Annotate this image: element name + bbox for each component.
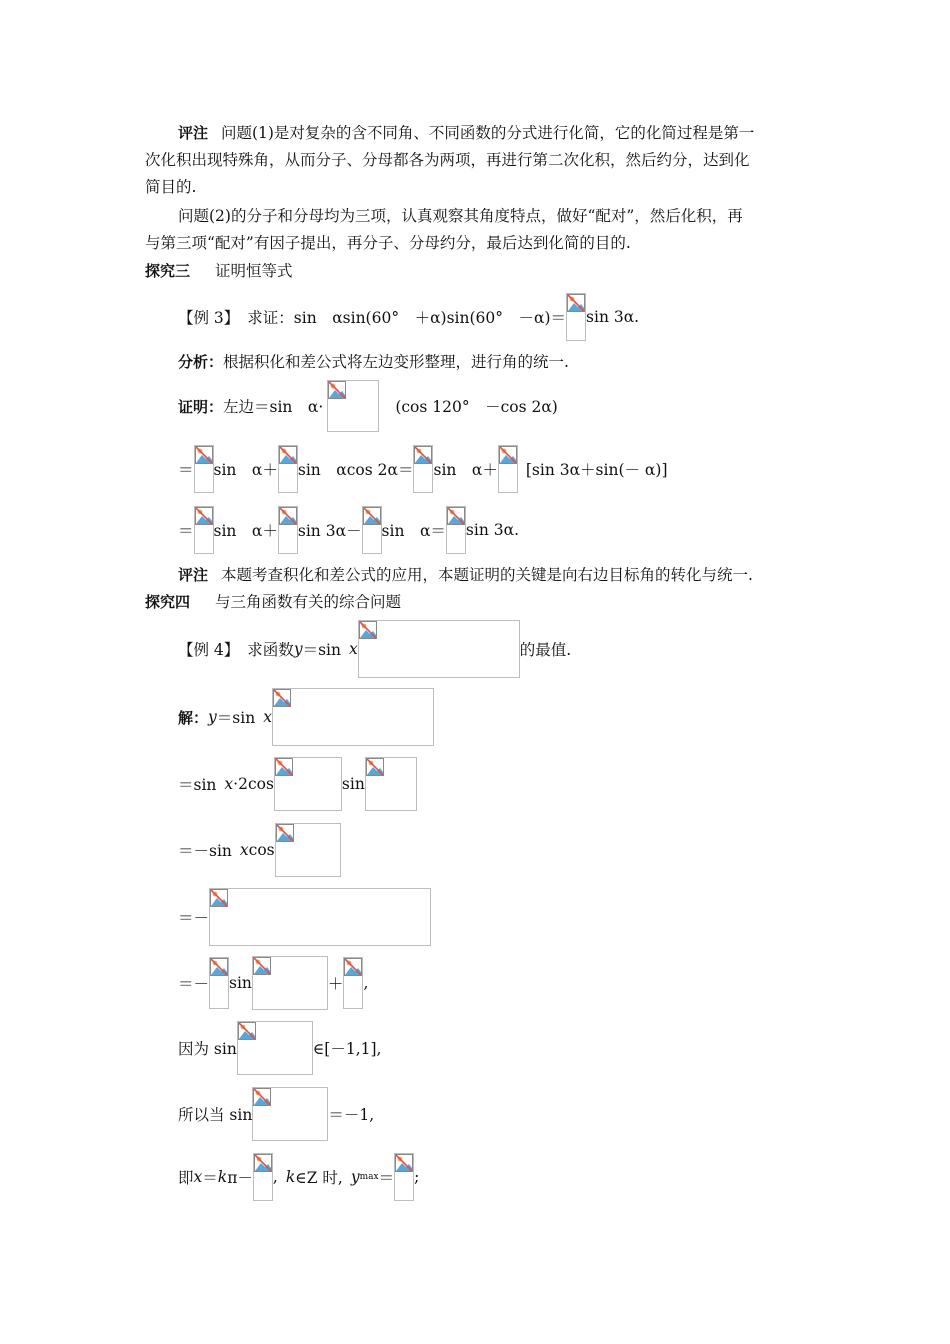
solution-s8d: , <box>272 1168 278 1186</box>
solution-s8b: ＝ <box>202 1169 218 1187</box>
formula-image <box>237 1021 313 1075</box>
formula-image <box>194 445 214 493</box>
solution-s5c: ＋ <box>327 975 344 993</box>
proof-label: 证明： <box>178 397 224 416</box>
formula-image <box>362 506 382 554</box>
section3-title: 证明恒等式 <box>214 262 293 280</box>
broken-image-icon <box>254 1154 272 1172</box>
broken-image-icon <box>210 889 228 907</box>
solution-s5d: , <box>363 974 369 992</box>
proof-l3a: sin α＋ <box>213 522 278 540</box>
proof-l3-eq: ＝ <box>178 522 194 540</box>
analysis-text: 根据积化和差公式将左边变形整理，进行角的统一. <box>223 353 569 371</box>
solution-line2 <box>178 757 417 811</box>
broken-image-icon <box>447 507 465 525</box>
solution-s8f: ＝ <box>378 1169 395 1187</box>
broken-image-icon <box>363 507 381 525</box>
remark2-line2: 与第三项“配对”有因子提出，再分子、分母约分，最后达到化简的目的. <box>145 234 631 252</box>
remark2-line1: 问题(2)的分子和分母均为三项，认真观察其角度特点，做好“配对”，然后化积，再 <box>178 207 743 225</box>
solution-s5a: ＝－ <box>178 975 210 993</box>
solution-line5 <box>178 956 368 1010</box>
broken-image-icon <box>366 758 384 776</box>
remark3-label: 评注 <box>178 566 209 584</box>
formula-image <box>209 957 229 1009</box>
section3-label: 探究三 <box>145 262 191 280</box>
solution-s6a: 因为 sin <box>178 1040 237 1058</box>
proof-l2d: [sin 3α＋sin(－ α)] <box>525 461 668 479</box>
analysis-label: 分析： <box>178 352 224 371</box>
solution-s1: ＝sin <box>216 709 256 727</box>
proof-l3d: sin 3α. <box>465 521 519 539</box>
broken-image-icon <box>328 381 346 399</box>
formula-image <box>327 380 379 432</box>
example4-text-c: 的最值. <box>519 641 572 659</box>
formula-image <box>566 293 586 341</box>
section4-label: 探究四 <box>145 593 191 611</box>
solution-x: x <box>263 708 272 726</box>
broken-image-icon <box>253 1088 271 1106</box>
remark3 <box>178 562 753 588</box>
solution-s6b: ∈[－1,1], <box>312 1040 382 1058</box>
solution-line6 <box>178 1021 381 1075</box>
example4-y: y <box>293 640 303 658</box>
solution-s5b: sin <box>229 974 252 992</box>
broken-image-icon <box>359 621 377 639</box>
solution-s2c: sin <box>341 775 365 793</box>
formula-image <box>498 445 518 493</box>
broken-image-icon <box>414 446 432 464</box>
example4-text-b: ＝sin <box>302 641 341 659</box>
solution-line7 <box>178 1087 374 1141</box>
broken-image-icon <box>344 958 362 976</box>
broken-image-icon <box>195 507 213 525</box>
solution-line1 <box>178 688 434 746</box>
remark1-label: 评注 <box>178 124 209 142</box>
formula-image <box>252 1087 328 1141</box>
solution-s2b: ·2cos <box>233 775 274 793</box>
example4-x: x <box>348 640 358 658</box>
broken-image-icon <box>273 689 291 707</box>
solution-s7a: 所以当 sin <box>178 1106 253 1124</box>
solution-s8g: ; <box>414 1168 420 1186</box>
proof-line1 <box>178 380 558 432</box>
solution-s8sub: max <box>359 1172 379 1182</box>
proof-l2c: sin α＋ <box>433 461 498 479</box>
section4-title: 与三角函数有关的综合问题 <box>214 593 401 611</box>
proof-l2a: sin α＋ <box>213 461 278 479</box>
solution-s7b: ＝－1, <box>328 1106 375 1124</box>
broken-image-icon <box>279 446 297 464</box>
solution-s8y: y <box>350 1168 360 1186</box>
remark3-text: 本题考查积化和差公式的应用，本题证明的关键是向右边目标角的转化与统一. <box>220 566 753 584</box>
solution-y: y <box>208 708 217 726</box>
example3-text-b: sin 3α. <box>586 308 640 326</box>
proof-line2 <box>178 444 668 494</box>
solution-s8x: x <box>193 1168 203 1186</box>
broken-image-icon <box>195 446 213 464</box>
solution-s8k: k <box>217 1168 228 1186</box>
formula-image <box>209 888 431 946</box>
example4-text-a: 求函数 <box>247 641 294 659</box>
section4-heading <box>145 589 401 615</box>
remark1-line3: 简目的. <box>145 178 197 196</box>
formula-image <box>275 823 341 877</box>
broken-image-icon <box>499 446 517 464</box>
broken-image-icon <box>210 958 228 976</box>
analysis <box>178 348 569 374</box>
solution-line8 <box>178 1152 419 1202</box>
formula-image <box>274 757 342 811</box>
broken-image-icon <box>567 294 585 312</box>
formula-image <box>394 1153 414 1201</box>
solution-label: 解： <box>178 708 209 727</box>
solution-x2: x <box>224 775 234 793</box>
section3-heading <box>145 258 292 284</box>
proof-line3 <box>178 505 519 555</box>
solution-line4 <box>178 888 431 946</box>
example3 <box>178 292 639 342</box>
proof-l1a: 左边＝sin α· <box>223 398 324 416</box>
solution-s8k2: k <box>285 1168 296 1186</box>
solution-s2a: ＝sin <box>178 776 217 794</box>
solution-s3b: cos <box>248 841 275 859</box>
broken-image-icon <box>276 824 294 842</box>
formula-image <box>343 957 363 1009</box>
solution-s4: ＝－ <box>178 909 210 927</box>
solution-x3: x <box>239 841 249 859</box>
formula-image <box>365 757 417 811</box>
remark1-text1: 问题(1)是对复杂的含不同角、不同函数的分式进行化简，它的化简过程是第一 <box>220 124 755 142</box>
broken-image-icon <box>395 1154 413 1172</box>
broken-image-icon <box>238 1022 256 1040</box>
solution-line3 <box>178 823 341 877</box>
example4-tag: 【例 4】 <box>178 641 240 659</box>
formula-image <box>252 956 328 1010</box>
formula-image <box>413 445 433 493</box>
remark1-line1 <box>178 120 754 146</box>
solution-s3a: ＝－sin <box>178 842 232 860</box>
formula-image <box>253 1153 273 1201</box>
proof-l3b: sin 3α－ <box>297 522 362 540</box>
proof-l2-eq: ＝ <box>178 461 194 479</box>
proof-l3c: sin α＝ <box>381 522 446 540</box>
formula-image <box>278 445 298 493</box>
broken-image-icon <box>275 758 293 776</box>
solution-s8a: 即 <box>178 1169 194 1187</box>
solution-s8c: π－ <box>227 1169 253 1187</box>
formula-image <box>194 506 214 554</box>
broken-image-icon <box>253 957 271 975</box>
proof-l2b: sin αcos 2α＝ <box>297 461 414 479</box>
formula-image <box>278 506 298 554</box>
broken-image-icon <box>279 507 297 525</box>
formula-image <box>358 620 520 678</box>
proof-l1b: (cos 120° －cos 2α) <box>395 398 558 416</box>
example3-text-a: 求证：sin αsin(60° ＋α)sin(60° －α)＝ <box>247 309 567 327</box>
remark1-line2: 次化积出现特殊角，从而分子、分母都各为两项，再进行第二次化积，然后约分，达到化 <box>145 151 750 169</box>
example4 <box>178 620 571 678</box>
example3-tag: 【例 3】 <box>178 309 240 327</box>
formula-image <box>446 506 466 554</box>
formula-image <box>272 688 434 746</box>
solution-s8e: ∈Z 时, <box>295 1169 343 1187</box>
